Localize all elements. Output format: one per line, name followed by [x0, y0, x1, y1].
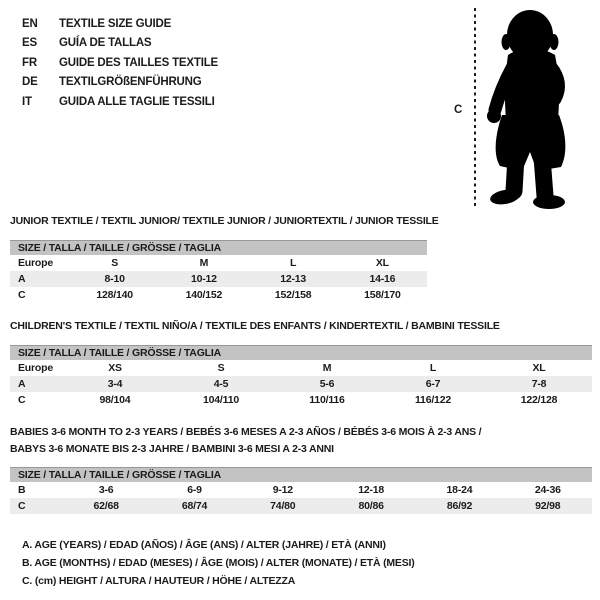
- height-cell: 86/92: [446, 500, 473, 512]
- language-row-de: [22, 73, 218, 93]
- row-label: A: [18, 273, 26, 285]
- footnote-a: A. AGE (YEARS) / EDAD (AÑOS) / ÂGE (ANS) / ALTER (JAHRE) / ETÀ (ANNI): [22, 539, 386, 551]
- age-cell: 6-9: [187, 484, 202, 496]
- language-label: GUIDA ALLE TAGLIE TESSILI: [59, 95, 215, 108]
- section-title-junior: JUNIOR TEXTILE / TEXTIL JUNIOR/ TEXTILE JUNIOR / JUNIORTEXTIL / JUNIOR TESSILE: [10, 215, 439, 227]
- language-row-it: [22, 92, 218, 112]
- row-label: C: [18, 289, 26, 301]
- language-row-fr: [22, 53, 218, 73]
- height-cell: 122/128: [520, 394, 558, 406]
- size-cell: XL: [532, 362, 546, 374]
- age-cell: 3-6: [98, 484, 114, 496]
- age-cell: 18-24: [446, 484, 473, 496]
- height-cell: 110/116: [309, 394, 345, 406]
- language-code: DE: [22, 76, 38, 89]
- size-cell: L: [290, 257, 297, 269]
- footnote-b: B. AGE (MONTHS) / EDAD (MESES) / ÂGE (MOIS) / ALTER (MONATE) / ETÀ (MESI): [22, 557, 415, 569]
- age-cell: 6-7: [425, 378, 441, 390]
- size-cell: XS: [108, 362, 122, 374]
- height-measure-label: C: [454, 104, 463, 116]
- size-cell: L: [429, 362, 437, 374]
- height-cell: 116/122: [415, 394, 451, 406]
- height-cell: 152/158: [274, 289, 312, 301]
- section-title-children: CHILDREN'S TEXTILE / TEXTIL NIÑO/A / TEXTILE DES ENFANTS / KINDERTEXTIL / BAMBINI TESSILE: [10, 320, 500, 332]
- language-row-en: [22, 14, 218, 34]
- row-label: C: [18, 394, 26, 406]
- size-cell: M: [199, 257, 209, 269]
- language-label: GUÍA DE TALLAS: [59, 37, 152, 50]
- language-label: TEXTILE SIZE GUIDE: [59, 17, 172, 30]
- language-row-es: [22, 34, 218, 54]
- row-label: Europe: [18, 362, 53, 374]
- table-row-age: [10, 271, 427, 287]
- table-row-age-months: [10, 482, 592, 498]
- section-title-babies-line1: BABIES 3-6 MONTH TO 2-3 YEARS / BEBÉS 3-6 MESES A 2-3 AÑOS / BÉBÉS 3-6 MOIS À 2-3 ANS /: [10, 426, 482, 438]
- height-measure-dotted-line: [474, 8, 476, 208]
- language-label: TEXTILGRÖßENFÜHRUNG: [59, 76, 202, 89]
- language-code: ES: [22, 37, 37, 50]
- size-cell: S: [111, 257, 119, 269]
- language-code: FR: [22, 56, 37, 69]
- section-title-babies-line2: BABYS 3-6 MONATE BIS 2-3 JAHRE / BAMBINI 3-6 MESI A 2-3 ANNI: [10, 443, 334, 455]
- height-cell: 128/140: [96, 289, 133, 301]
- table-row-europe: [10, 255, 427, 271]
- language-code: EN: [22, 17, 38, 30]
- language-label: GUIDE DES TAILLES TEXTILE: [59, 56, 218, 69]
- height-cell: 158/170: [364, 289, 401, 301]
- height-cell: 74/80: [270, 500, 296, 512]
- size-header-bar: SIZE / TALLA / TAILLE / GRÖSSE / TAGLIA: [10, 240, 427, 255]
- size-header-bar: SIZE / TALLA / TAILLE / GRÖSSE / TAGLIA: [10, 467, 592, 482]
- row-label: C: [18, 500, 26, 512]
- height-cell: 62/68: [93, 500, 119, 512]
- junior-size-table: [10, 240, 427, 303]
- age-cell: 5-6: [319, 378, 335, 390]
- age-cell: 7-8: [531, 378, 547, 390]
- age-cell: 8-10: [104, 273, 125, 285]
- language-code: IT: [22, 95, 32, 108]
- age-cell: 12-13: [280, 273, 307, 285]
- row-label: B: [18, 484, 26, 496]
- row-label: Europe: [18, 257, 53, 269]
- section-title-babies: [10, 424, 481, 458]
- legend-footnotes: [22, 536, 415, 590]
- footnote-c: C. (cm) HEIGHT / ALTURA / HAUTEUR / HÖHE / ALTEZZA: [22, 575, 296, 587]
- table-row-europe: [10, 360, 592, 376]
- size-cell: S: [217, 362, 225, 374]
- table-row-height: [10, 287, 427, 303]
- size-cell: XL: [375, 257, 389, 269]
- size-cell: M: [322, 362, 332, 374]
- age-cell: 24-36: [534, 484, 561, 496]
- table-row-height: [10, 498, 592, 514]
- table-row-age: [10, 376, 592, 392]
- height-cell: 98/104: [99, 394, 131, 406]
- height-cell: 80/86: [358, 500, 384, 512]
- size-header-bar: SIZE / TALLA / TAILLE / GRÖSSE / TAGLIA: [10, 345, 592, 360]
- age-cell: 12-18: [358, 484, 385, 496]
- age-cell: 4-5: [213, 378, 229, 390]
- babies-size-table: [10, 467, 592, 514]
- height-cell: 92/98: [535, 500, 561, 512]
- age-cell: 10-12: [190, 273, 217, 285]
- height-cell: 104/110: [203, 394, 239, 406]
- table-row-height: [10, 392, 592, 408]
- language-title-list: [22, 14, 218, 112]
- age-cell: 9-12: [272, 484, 293, 496]
- toddler-silhouette-icon: [478, 5, 598, 210]
- children-size-table: [10, 345, 592, 408]
- height-cell: 68/74: [181, 500, 208, 512]
- age-cell: 14-16: [369, 273, 396, 285]
- age-cell: 3-4: [107, 378, 123, 390]
- row-label: A: [18, 378, 26, 390]
- height-cell: 140/152: [185, 289, 223, 301]
